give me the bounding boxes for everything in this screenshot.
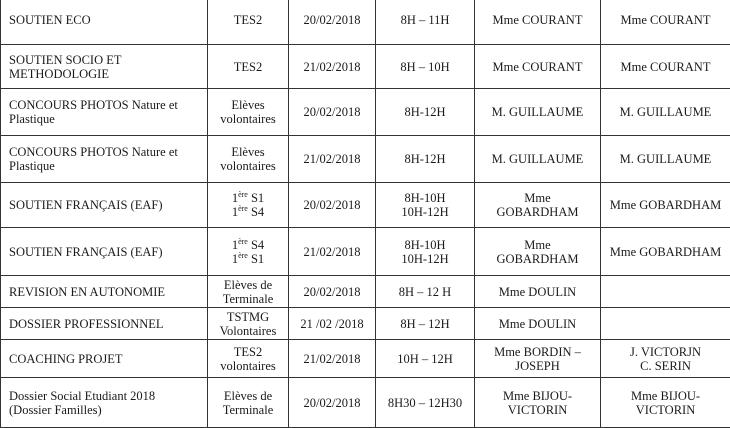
contact-cell-line: M. GUILLAUME xyxy=(604,152,727,166)
public-cell-line: 1ère S1 xyxy=(211,191,285,205)
public-cell xyxy=(208,136,289,183)
contact-cell xyxy=(601,228,730,276)
responsible-cell-line: Mme COURANT xyxy=(478,60,597,74)
activity-cell xyxy=(1,276,208,308)
public-cell-line: Elèves de xyxy=(211,278,285,292)
table-row xyxy=(1,276,730,308)
activity-cell-line: Dossier Social Etudiant 2018 xyxy=(9,389,204,403)
public-cell-line: volontaires xyxy=(211,159,285,173)
hours-cell-line: 8H-10H xyxy=(379,191,471,205)
activity-cell-line: SOUTIEN FRANÇAIS (EAF) xyxy=(9,198,204,212)
activity-cell-line: CONCOURS PHOTOS Nature et xyxy=(9,145,204,159)
public-cell xyxy=(208,276,289,308)
date-cell: 20/02/2018 xyxy=(289,89,376,136)
responsible-cell xyxy=(475,45,601,89)
public-cell xyxy=(208,228,289,276)
date-cell: 20/02/2018 xyxy=(289,0,376,45)
contact-cell xyxy=(601,0,730,45)
hours-cell-line: 8H30 – 12H30 xyxy=(379,396,471,410)
responsible-cell-line: Mme BIJOU- xyxy=(478,389,597,403)
public-cell-line: volontaires xyxy=(211,359,285,373)
hours-cell xyxy=(376,136,475,183)
responsible-cell-line: Mme xyxy=(478,191,597,205)
table-row xyxy=(1,183,730,228)
activity-cell xyxy=(1,340,208,378)
contact-cell xyxy=(601,89,730,136)
public-cell-line: 1ère S1 xyxy=(211,252,285,266)
contact-cell xyxy=(601,378,730,428)
activity-cell-line: SOUTIEN FRANÇAIS (EAF) xyxy=(9,245,204,259)
public-cell xyxy=(208,45,289,89)
responsible-cell-line: Mme xyxy=(478,238,597,252)
date-cell: 21/02/2018 xyxy=(289,136,376,183)
activity-cell xyxy=(1,89,208,136)
responsible-cell xyxy=(475,89,601,136)
hours-cell xyxy=(376,45,475,89)
responsible-cell-line: GOBARDHAM xyxy=(478,252,597,266)
hours-cell xyxy=(376,228,475,276)
public-cell xyxy=(208,0,289,45)
activity-cell-line: SOUTIEN SOCIO ET xyxy=(9,53,204,67)
responsible-cell xyxy=(475,276,601,308)
public-cell-line: volontaires xyxy=(211,112,285,126)
responsible-cell xyxy=(475,378,601,428)
table-row xyxy=(1,136,730,183)
public-cell-line: Elèves xyxy=(211,98,285,112)
responsible-cell-line: VICTORIN xyxy=(478,403,597,417)
public-cell xyxy=(208,340,289,378)
public-cell-line: TSTMG xyxy=(211,310,285,324)
table-row xyxy=(1,89,730,136)
public-cell xyxy=(208,308,289,340)
table-row xyxy=(1,0,730,45)
table-row xyxy=(1,45,730,89)
public-cell xyxy=(208,89,289,136)
hours-cell-line: 10H-12H xyxy=(379,252,471,266)
table-row xyxy=(1,340,730,378)
responsible-cell xyxy=(475,228,601,276)
activity-cell xyxy=(1,136,208,183)
hours-cell xyxy=(376,340,475,378)
hours-cell xyxy=(376,0,475,45)
contact-cell-line: VICTORIN xyxy=(604,403,727,417)
activity-cell-line: COACHING PROJET xyxy=(9,352,204,366)
hours-cell-line: 8H – 12H xyxy=(379,317,471,331)
activity-cell xyxy=(1,0,208,45)
contact-cell-line: C. SERIN xyxy=(604,359,727,373)
public-cell-line: Terminale xyxy=(211,403,285,417)
responsible-cell xyxy=(475,308,601,340)
contact-cell xyxy=(601,276,730,308)
responsible-cell-line: Mme BORDIN – xyxy=(478,345,597,359)
public-cell-line: Elèves de xyxy=(211,389,285,403)
contact-cell-line: Mme BIJOU- xyxy=(604,389,727,403)
public-cell-line: 1ère S4 xyxy=(211,205,285,219)
table-row xyxy=(1,228,730,276)
activity-cell-line: SOUTIEN ECO xyxy=(9,13,204,27)
date-cell: 20/02/2018 xyxy=(289,276,376,308)
contact-cell-line: J. VICTORJN xyxy=(604,345,727,359)
contact-cell-line: Mme GOBARDHAM xyxy=(604,245,727,259)
date-cell: 21 /02 /2018 xyxy=(289,308,376,340)
activity-cell xyxy=(1,183,208,228)
date-cell: 20/02/2018 xyxy=(289,378,376,428)
activity-cell xyxy=(1,228,208,276)
responsible-cell-line: Mme COURANT xyxy=(478,13,597,27)
responsible-cell-line: Mme DOULIN xyxy=(478,317,597,331)
date-cell: 20/02/2018 xyxy=(289,183,376,228)
hours-cell xyxy=(376,378,475,428)
responsible-cell-line: JOSEPH xyxy=(478,359,597,373)
hours-cell-line: 8H-10H xyxy=(379,238,471,252)
responsible-cell xyxy=(475,340,601,378)
activity-cell-line: (Dossier Familles) xyxy=(9,403,204,417)
date-cell: 21/02/2018 xyxy=(289,45,376,89)
hours-cell-line: 10H-12H xyxy=(379,205,471,219)
activity-cell-line: METHODOLOGIE xyxy=(9,67,204,81)
public-cell-line: Terminale xyxy=(211,292,285,306)
contact-cell-line: M. GUILLAUME xyxy=(604,105,727,119)
contact-cell xyxy=(601,308,730,340)
public-cell xyxy=(208,378,289,428)
responsible-cell-line: Mme DOULIN xyxy=(478,285,597,299)
public-cell-line: Elèves xyxy=(211,145,285,159)
hours-cell xyxy=(376,308,475,340)
date-cell: 21/02/2018 xyxy=(289,340,376,378)
hours-cell-line: 8H – 12 H xyxy=(379,285,471,299)
public-cell-line: TES2 xyxy=(211,60,285,74)
hours-cell-line: 8H-12H xyxy=(379,152,471,166)
activity-cell xyxy=(1,45,208,89)
table-row xyxy=(1,308,730,340)
contact-cell xyxy=(601,340,730,378)
activity-cell xyxy=(1,308,208,340)
contact-cell xyxy=(601,183,730,228)
table-row xyxy=(1,378,730,428)
contact-cell xyxy=(601,45,730,89)
public-cell-line: 1ère S4 xyxy=(211,238,285,252)
public-cell-line: Volontaires xyxy=(211,324,285,338)
hours-cell xyxy=(376,183,475,228)
activity-cell-line: Plastique xyxy=(9,112,204,126)
responsible-cell-line: GOBARDHAM xyxy=(478,205,597,219)
responsible-cell xyxy=(475,136,601,183)
activity-cell-line: REVISION EN AUTONOMIE xyxy=(9,285,204,299)
hours-cell xyxy=(376,89,475,136)
date-cell: 21/02/2018 xyxy=(289,228,376,276)
responsible-cell-line: M. GUILLAUME xyxy=(478,152,597,166)
responsible-cell xyxy=(475,0,601,45)
public-cell-line: TES2 xyxy=(211,13,285,27)
activity-cell-line: Plastique xyxy=(9,159,204,173)
responsible-cell-line: M. GUILLAUME xyxy=(478,105,597,119)
hours-cell-line: 8H – 11H xyxy=(379,13,471,27)
contact-cell-line: Mme GOBARDHAM xyxy=(604,198,727,212)
hours-cell xyxy=(376,276,475,308)
contact-cell-line: Mme COURANT xyxy=(604,13,727,27)
activity-cell-line: DOSSIER PROFESSIONNEL xyxy=(9,317,204,331)
public-cell-line: TES2 xyxy=(211,345,285,359)
activity-cell xyxy=(1,378,208,428)
hours-cell-line: 8H – 10H xyxy=(379,60,471,74)
responsible-cell xyxy=(475,183,601,228)
public-cell xyxy=(208,183,289,228)
hours-cell-line: 10H – 12H xyxy=(379,352,471,366)
contact-cell xyxy=(601,136,730,183)
hours-cell-line: 8H-12H xyxy=(379,105,471,119)
activity-cell-line: CONCOURS PHOTOS Nature et xyxy=(9,98,204,112)
contact-cell-line: Mme COURANT xyxy=(604,60,727,74)
